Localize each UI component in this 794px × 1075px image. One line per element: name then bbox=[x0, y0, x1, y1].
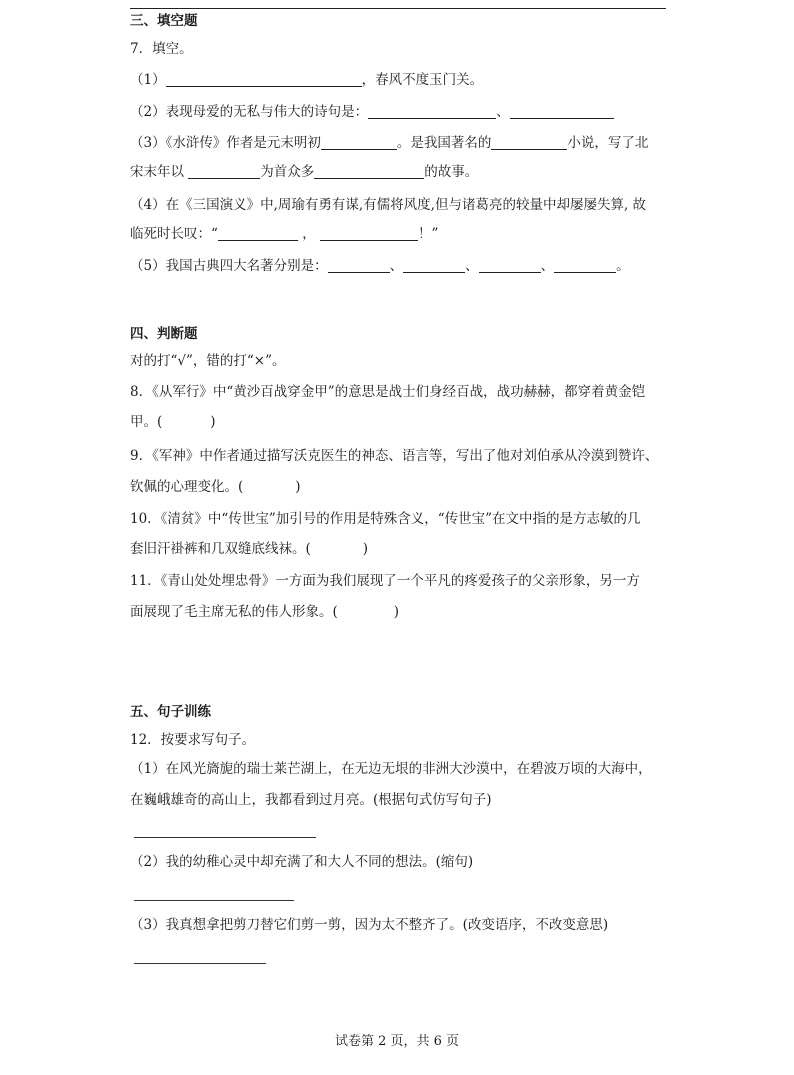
question-10-line-2 bbox=[130, 540, 368, 558]
answer-blank[interactable] bbox=[166, 72, 362, 87]
question-9-line-2 bbox=[130, 478, 301, 496]
item-1-text: ，春风不度玉门关。 bbox=[361, 72, 484, 88]
item-3-text: 宋末年以 bbox=[130, 164, 184, 180]
answer-line-2[interactable] bbox=[134, 900, 294, 901]
question-8-text: 甲。( bbox=[130, 414, 163, 430]
page-footer: 试卷第 2 页，共 6 页 bbox=[334, 1034, 460, 1049]
question-7-item-4b bbox=[130, 225, 438, 243]
item-2-text: （2）表现母爱的无私与伟大的诗句是： bbox=[130, 104, 369, 120]
item-5-text: （5）我国古典四大名著分别是： bbox=[130, 258, 328, 274]
question-12-item-1-line-2: 在巍峨雄奇的高山上，我都看到过月亮。(根据句式仿写句子) bbox=[130, 792, 492, 808]
question-10-line-1: 10．《清贫》中“传世宝”加引号的作用是特殊含义，“传世宝”在文中指的是方志敏的几 bbox=[130, 511, 641, 527]
question-7-item-2 bbox=[130, 103, 614, 121]
question-9-line-1: 9．《军神》中作者通过描写沃克医生的神态、语言等，写出了他对刘伯承从冷漠到赞许、 bbox=[130, 448, 659, 464]
question-10-text: 套旧汗褂裤和几双缝底线袜。( bbox=[130, 541, 311, 557]
answer-blank[interactable] bbox=[403, 258, 465, 273]
item-3-text: 为首众多 bbox=[260, 164, 315, 180]
question-7-item-3b bbox=[130, 163, 478, 181]
answer-blank[interactable] bbox=[479, 258, 541, 273]
separator: 、 bbox=[389, 258, 404, 274]
question-11-line-1: 11．《青山处处埋忠骨》一方面为我们展现了一个平凡的疼爱孩子的父亲形象，另一方 bbox=[130, 573, 640, 589]
answer-blank[interactable] bbox=[321, 135, 397, 150]
answer-blank[interactable] bbox=[510, 104, 614, 119]
item-4-text: ， bbox=[302, 226, 316, 242]
answer-blank[interactable] bbox=[368, 104, 496, 119]
item-3-text: 。是我国著名的 bbox=[396, 135, 492, 151]
item-3-text: 的故事。 bbox=[424, 164, 479, 180]
question-7-item-3a bbox=[130, 134, 648, 152]
answer-blank[interactable] bbox=[218, 226, 298, 241]
item-4-text: ！” bbox=[418, 226, 439, 242]
judge-instruction: 对的打“√”，错的打“×”。 bbox=[130, 353, 286, 369]
answer-blank[interactable] bbox=[491, 135, 567, 150]
question-11-text: 面展现了毛主席无私的伟人形象。( bbox=[130, 604, 338, 620]
paren-close: ) bbox=[362, 541, 369, 557]
separator: 、 bbox=[465, 258, 479, 274]
separator: 、 bbox=[496, 104, 510, 120]
question-12-item-2: （2）我的幼稚心灵中却充满了和大人不同的想法。(缩句) bbox=[130, 854, 474, 870]
question-8-line-1: 8．《从军行》中“黄沙百战穿金甲”的意思是战士们身经百战，战功赫赫，都穿着黄金铠 bbox=[130, 384, 646, 400]
answer-blank[interactable] bbox=[554, 258, 616, 273]
paren-close: ) bbox=[295, 479, 301, 495]
question-8-line-2 bbox=[130, 413, 216, 431]
question-7-item-5 bbox=[130, 257, 630, 275]
section-heading-fill-blank: 三、填空题 bbox=[130, 13, 198, 29]
answer-blank[interactable] bbox=[328, 258, 390, 273]
paren-close: ) bbox=[393, 604, 400, 620]
separator: 、 bbox=[540, 258, 555, 274]
question-9-text: 钦佩的心理变化。( bbox=[130, 479, 244, 495]
paren-close: ) bbox=[210, 414, 216, 430]
item-4-text: 临死时长叹：“ bbox=[130, 226, 218, 242]
answer-blank[interactable] bbox=[314, 164, 424, 179]
answer-line-1[interactable] bbox=[134, 837, 316, 838]
section-heading-judge: 四、判断题 bbox=[130, 326, 198, 342]
question-12-item-1-line-1: （1）在风光旖旎的瑞士莱芒湖上，在无边无垠的非洲大沙漠中，在碧波万顷的大海中， bbox=[130, 761, 652, 777]
question-7-item-1 bbox=[130, 71, 483, 89]
section-heading-sentences: 五、句子训练 bbox=[130, 704, 211, 720]
item-3-text: （3）《水浒传》作者是元末明初 bbox=[130, 135, 321, 151]
item-3-text: 小说，写了北 bbox=[567, 135, 649, 151]
answer-line-3[interactable] bbox=[134, 963, 266, 964]
item-5-text: 。 bbox=[616, 258, 630, 274]
question-7-title: 7．填空。 bbox=[130, 41, 193, 57]
question-11-line-2 bbox=[130, 603, 399, 621]
item-1-prefix: （1） bbox=[130, 72, 166, 88]
question-7-item-4a: （4）在《三国演义》中,周瑜有勇有谋,有儒将风度,但与诸葛亮的较量中却屡屡失算, 故 bbox=[130, 197, 647, 213]
answer-blank[interactable] bbox=[320, 226, 418, 241]
question-12-title: 12．按要求写句子。 bbox=[130, 732, 256, 748]
top-rule bbox=[130, 8, 666, 9]
question-12-item-3: （3）我真想拿把剪刀替它们剪一剪，因为太不整齐了。(改变语序，不改变意思) bbox=[130, 917, 609, 933]
answer-blank[interactable] bbox=[188, 164, 260, 179]
